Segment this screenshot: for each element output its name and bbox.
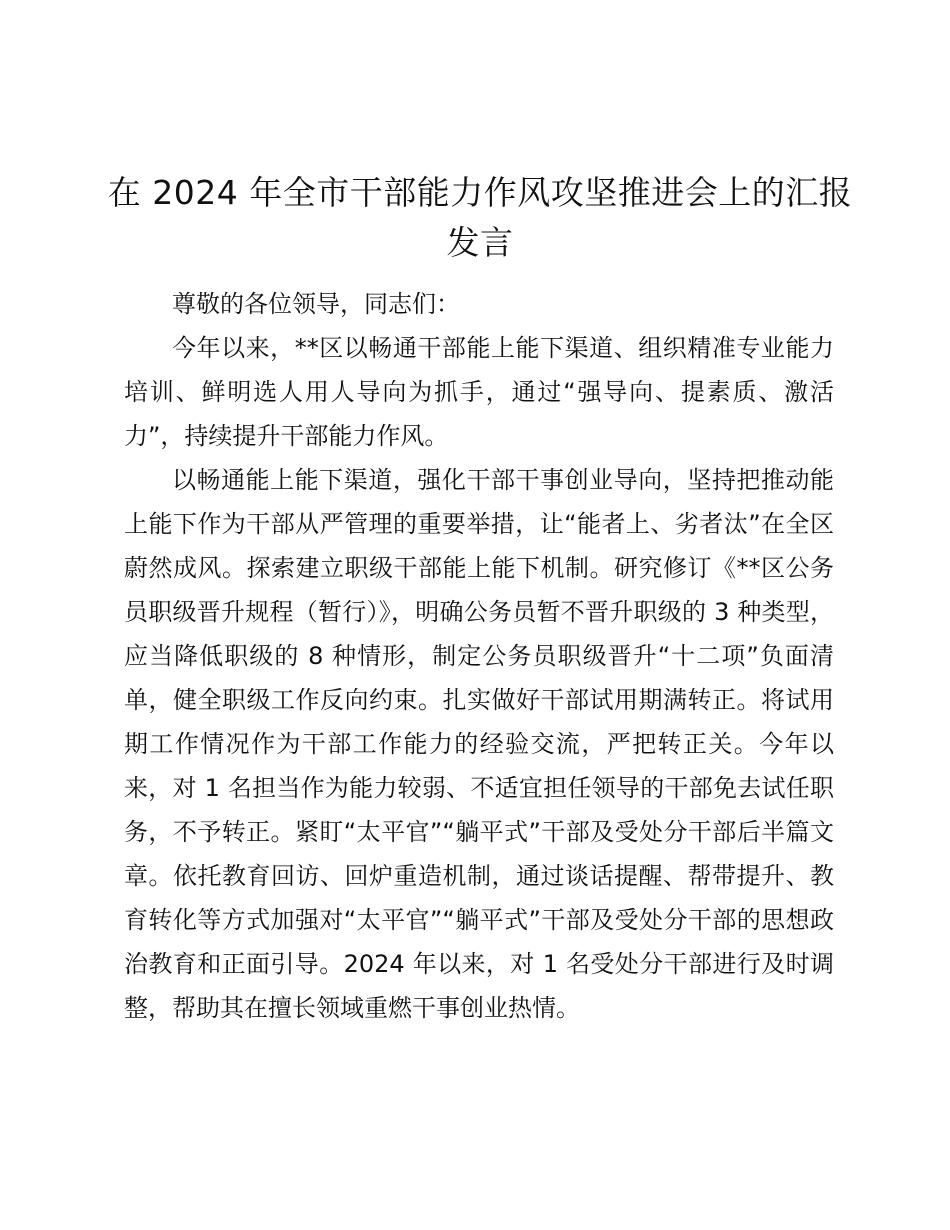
document-title: 在 2024 年全市干部能力作风攻坚推进会上的汇报发言 — [107, 173, 853, 262]
document-body — [124, 282, 834, 1030]
salutation: 尊敬的各位领导，同志们： — [172, 290, 460, 318]
paragraph-channels: 以畅通能上能下渠道，强化干部干事创业导向，坚持把推动能上能下作为干部从严管理的重要举措，让“能者上、劣者汰”在全区蔚然成风。探索建立职级干部能上能下机制。研究修订《**区公务员职级晋升规程（暂行）》，明确公务员暂不晋升职级的 3 种类型，应当降低职级的 8 种情形，制定公务员职级晋升“十二项”负面清单，健全职级工作反向约束。扎实做好干部试用期满转正。将试用期工作情况作为干部工作能力的经验交流，严把转正关。今年以来，对 1 名担当作为能力较弱、不适宜担任领导的干部免去试任职务，不予转正。紧盯“太平官”“躺平式”干部及受处分干部后半篇文章。依托教育回访、回炉重造机制，通过谈话提醒、帮带提升、教育转化等方式加强对“太平官”“躺平式”干部及受处分干部的思想政治教育和正面引导。2024 年以来，对 1 名受处分干部进行及时调整，帮助其在擅长领域重燃干事创业热情。 — [124, 466, 834, 1022]
paragraph-intro: 今年以来，**区以畅通干部能上能下渠道、组织精准专业能力培训、鲜明选人用人导向为抓手，通过“强导向、提素质、激活力”，持续提升干部能力作风。 — [124, 334, 834, 450]
